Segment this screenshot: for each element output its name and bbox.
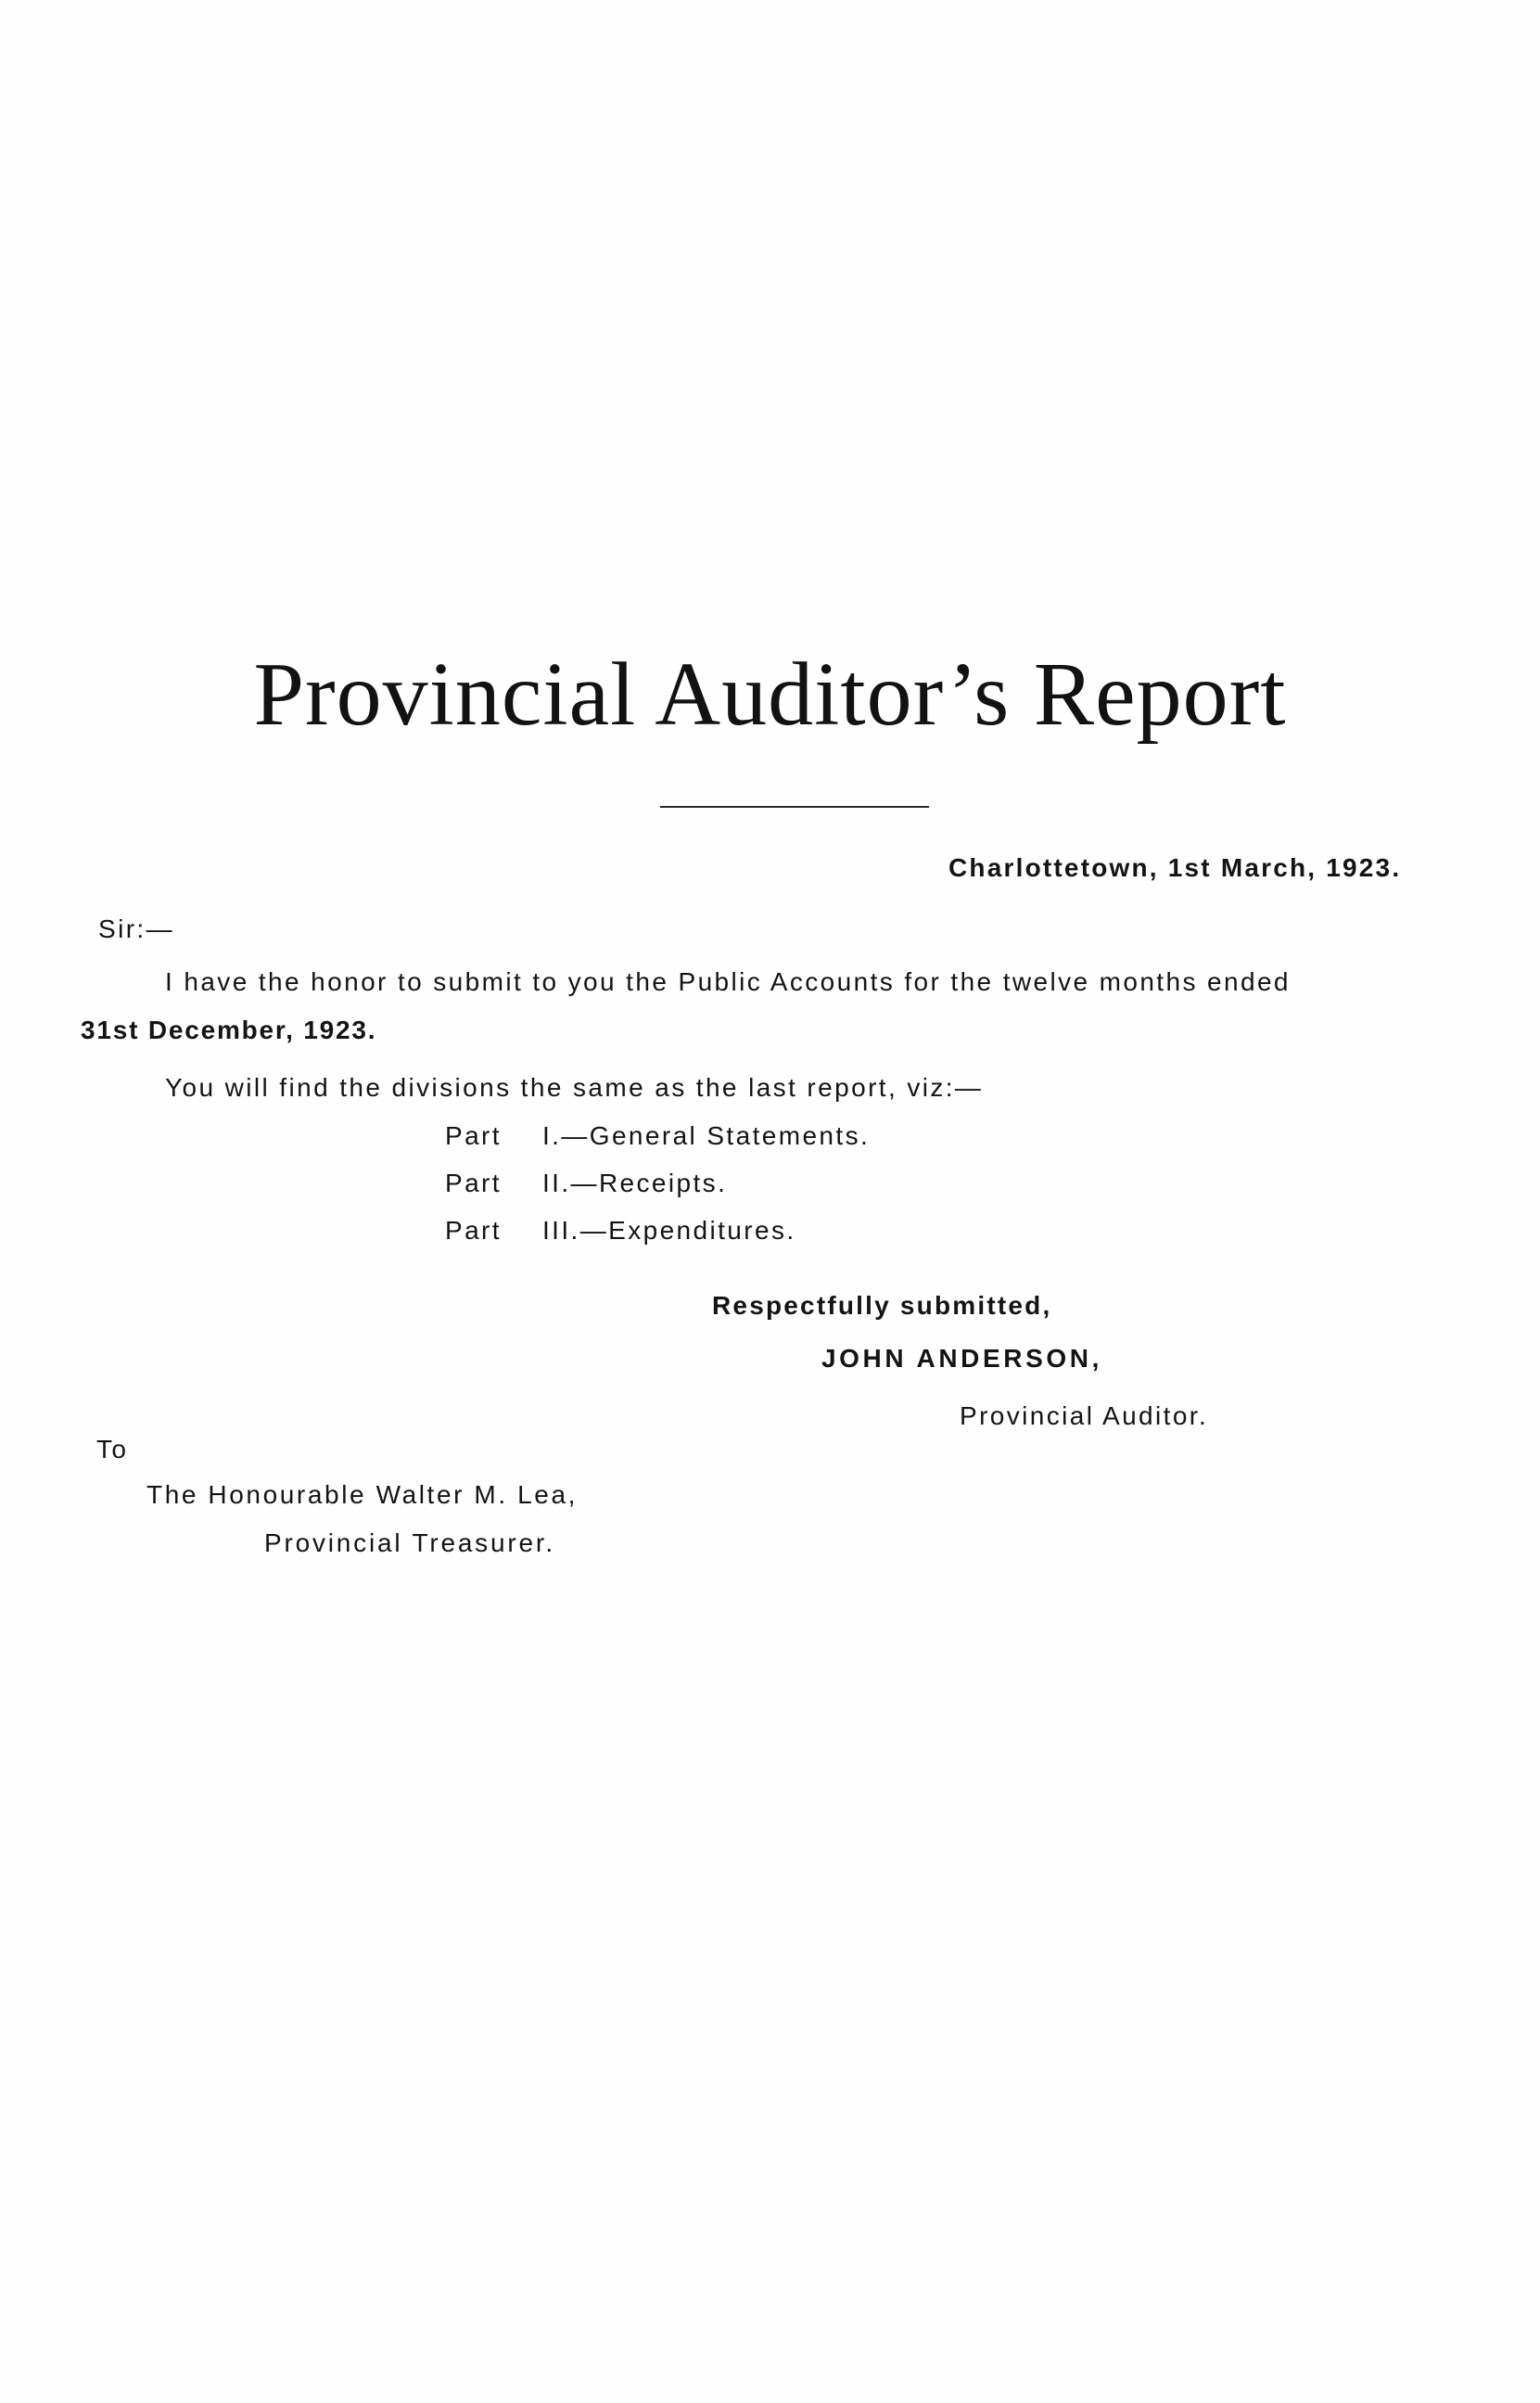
part-list-item (445, 1170, 727, 1196)
page-title: Provincial Auditor’s Report (253, 645, 1287, 745)
signer-name: JOHN ANDERSON, (821, 1344, 1102, 1373)
addressee-title: Provincial Treasurer. (264, 1528, 556, 1557)
paragraph-1-line-1: I have the honor to submit to you the Public Accounts for the twelve months ended (165, 967, 1291, 996)
part-text: I.—General Statements. (542, 1121, 871, 1150)
signer-title: Provincial Auditor. (960, 1401, 1209, 1430)
date-line: Charlottetown, 1st March, 1923. (948, 853, 1402, 882)
part-text: II.—Receipts. (542, 1169, 728, 1197)
closing-line: Respectfully submitted, (712, 1291, 1052, 1320)
part-label: Part (445, 1216, 502, 1245)
part-text: III.—Expenditures. (542, 1216, 796, 1245)
addressee-name: The Honourable Walter M. Lea, (146, 1480, 578, 1509)
title-divider (660, 806, 929, 808)
salutation: Sir:— (98, 914, 174, 943)
to-label: To (96, 1435, 129, 1464)
paragraph-1-line-2: 31st December, 1923. (81, 1016, 377, 1044)
part-label: Part (445, 1169, 502, 1197)
paragraph-2: You will find the divisions the same as the last report, viz:— (165, 1073, 984, 1102)
part-label: Part (445, 1121, 502, 1150)
part-list-item (445, 1218, 796, 1244)
part-list-item (445, 1123, 870, 1149)
